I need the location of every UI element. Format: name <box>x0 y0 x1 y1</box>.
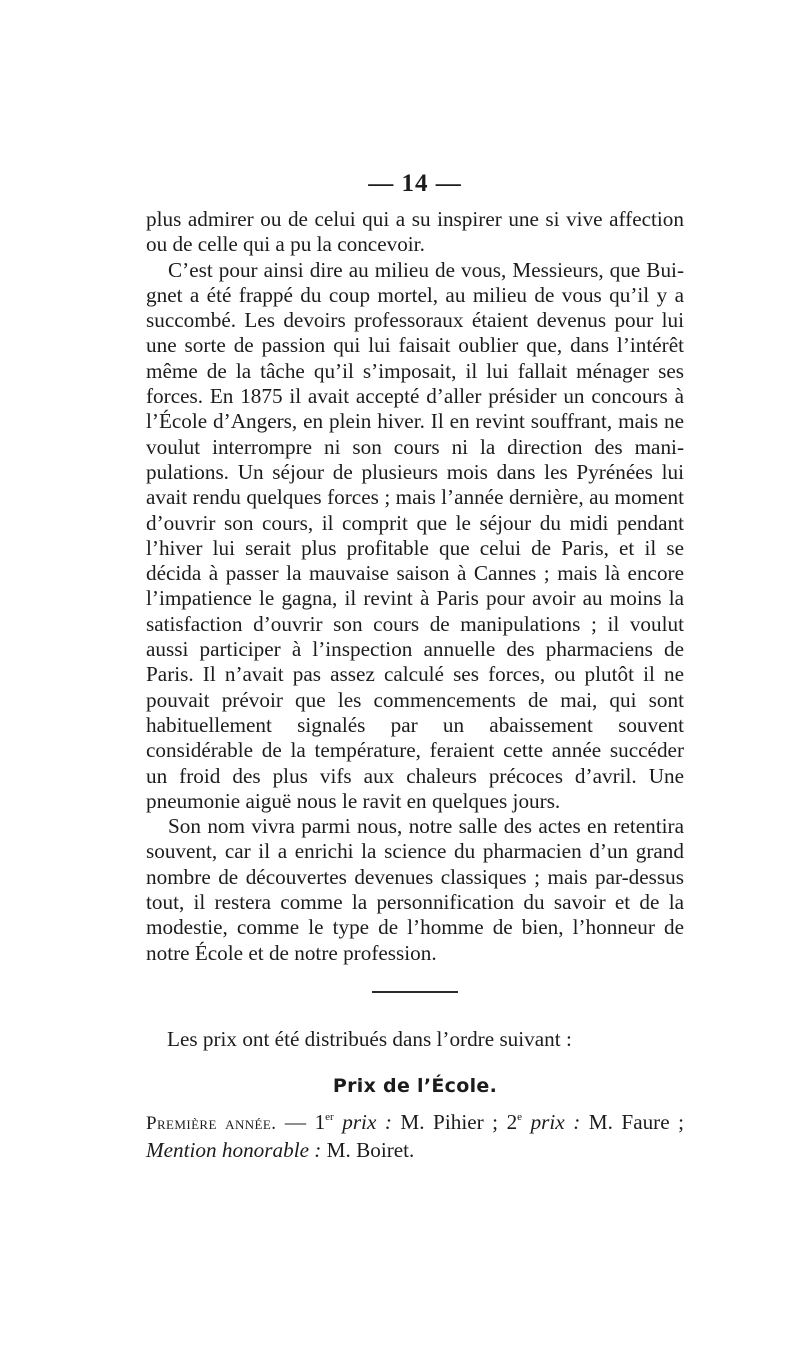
paragraph-1: plus admirer ou de celui qui a su inspirer une si vive affection ou de celle qui a pu la concevoir. <box>146 207 684 257</box>
second-prize-winner: M. Faure ; <box>580 1110 685 1134</box>
prizes-intro: Les prix ont été distribués dans l’ordre suivant : <box>167 1027 572 1051</box>
mention-label: Mention honorable : <box>146 1138 322 1162</box>
first-prize-number: 1 <box>314 1110 326 1134</box>
prize-year-label: Première année. <box>146 1113 277 1134</box>
second-prize-number: 2 <box>506 1110 518 1134</box>
page-number: — 14 — <box>368 170 462 197</box>
paragraph-2: C’est pour ainsi dire au milieu de vous, Messieurs, que Buignet a été frappé du coup mortel, au milieu de vous qu’il y a succombé. Les devoirs professoraux étaient devenus pour lui une sorte de passion qui lui faisait oublier que, dans l’intérêt même de la tâche qu’il s’imposait, il lui fallait ménager ses forces. En 1875 il avait accepté d’aller présider un concours à l’École d’Angers, en plein hiver. Il en revint souffrant, mais ne voulut interrompre ni son cours ni la direction des manipulations. Un séjour de plusieurs mois dans les Pyrénées lui avait rendu quelques forces ; mais l’année dernière, au moment d’ouvrir son cours, il comprit que le séjour du midi pendant l’hiver lui serait plus profitable que celui de Paris, et il se décida à passer la mauvaise saison à Cannes ; mais là encore l’impatience le gagna, il revint à Paris pour avoir au moins la satisfaction d’ouvrir son cours de manipulations ; il voulut aussi participer à l’inspection annuelle des pharmaciens de Paris. Il n’avait pas assez calculé ses forces, ou plutôt il ne pouvait prévoir que les commencements de mai, qui sont habituellement signalés par un abaissement souvent considérable de la température, feraient cette année succéder un froid des plus vifs aux chaleurs précoces d’avril. Une pneumonie aiguë nous le ravit en quelques jours. <box>146 257 684 813</box>
second-prize-label: prix : <box>522 1110 581 1134</box>
first-prize-winner: M. Pihier ; <box>391 1110 507 1134</box>
first-prize-suffix: er <box>325 1111 334 1123</box>
section-divider <box>372 991 458 993</box>
paragraph-3: Son nom vivra parmi nous, notre salle des actes en retentira souvent, car il a enrichi la science du pharmacien d’un grand nombre de découvertes devenues classiques ; mais par-dessus tout, il restera comme la personnification du savoir et de la modestie, comme le type de l’homme de bien, l’honneur de notre École et de notre profession. <box>146 814 684 965</box>
body-text <box>146 207 684 966</box>
mention-winner: M. Boiret. <box>321 1138 415 1162</box>
prize-list <box>146 1109 684 1164</box>
first-prize-label: prix : <box>333 1110 392 1134</box>
second-prize-suffix: e <box>517 1111 523 1123</box>
prizes-heading: Prix de l’École. <box>332 1075 498 1097</box>
prize-line-first-year <box>146 1109 684 1164</box>
prize-dash: — <box>276 1110 315 1134</box>
